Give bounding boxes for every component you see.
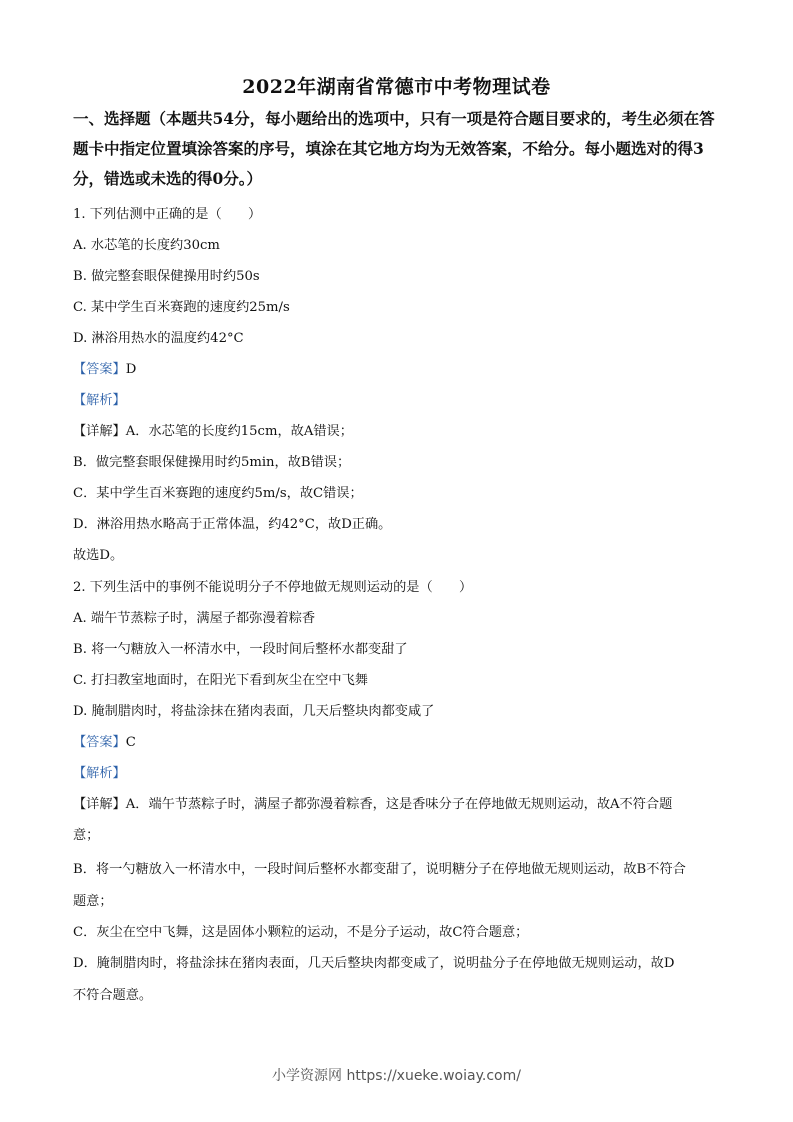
question-1-detail-line [73,420,353,439]
question-2-option-c: C. 打扫教室地面时，在阳光下看到灰尘在空中飞舞 [73,673,368,688]
question-2-option-b: B. 将一勺糖放入一杯清水中，一段时间后整杯水都变甜了 [73,642,408,657]
question-2-detail-line: B．将一勺糖放入一杯清水中，一段时间后整杯水都变甜了，说明糖分子在停地做无规则运动，故B不符合 [73,862,686,877]
question-2-detail-line [73,793,672,812]
analysis-label: 【解析】 [73,393,126,408]
detail-label: 【详解】 [73,797,126,812]
detail-label: 【详解】 [73,424,126,439]
section-heading: 一、选择题（本题共54分，每小题给出的选项中，只有一项是符合题目要求的，考生必须在答题卡中指定位置填涂答案的序号，填涂在其它地方均为无效答案，不给分。每小题选对的得3分，错选或未选的得0分。） [73,109,715,188]
answer-value: C [125,735,136,750]
detail-text: A．端午节蒸粽子时，满屋子都弥漫着粽香，这是香味分子在停地做无规则运动，故A不符合题 [125,797,673,812]
question-2-detail-line: D．腌制腊肉时，将盐涂抹在猪肉表面，几天后整块肉都变咸了，说明盐分子在停地做无规则运动，故D [73,956,675,971]
answer-value: D [125,362,137,377]
question-1-option-c: C. 某中学生百米赛跑的速度约25m/s [73,300,290,315]
analysis-label: 【解析】 [73,766,126,781]
question-1-option-d: D. 淋浴用热水的温度约42°C [73,331,244,346]
answer-label: 【答案】 [73,362,126,377]
question-1-answer [73,358,136,377]
question-2-stem: 2. 下列生活中的事例不能说明分子不停地做无规则运动的是（ ） [73,580,473,595]
question-1-detail-line: C．某中学生百米赛跑的速度约5m/s，故C错误； [73,486,363,501]
question-2-answer [73,731,136,750]
question-1-analysis-label [73,389,126,408]
question-1-detail-line: D．淋浴用热水略高于正常体温，约42°C，故D正确。 [73,517,392,532]
question-2-detail-line: 意； [73,828,100,843]
question-2-analysis-label [73,762,126,781]
question-2-option-a: A. 端午节蒸粽子时，满屋子都弥漫着粽香 [73,611,316,626]
question-2-detail-line: 题意； [73,894,113,909]
question-2-option-d: D. 腌制腊肉时，将盐涂抹在猪肉表面，几天后整块肉都变咸了 [73,704,435,719]
answer-label: 【答案】 [73,735,126,750]
question-1-option-b: B. 做完整套眼保健操用时约50s [73,269,260,284]
footer-watermark: 小学资源网 https://xueke.woiay.com/ [272,1068,521,1084]
question-2-detail-line: C．灰尘在空中飞舞，这是固体小颗粒的运动，不是分子运动，故C符合题意； [73,925,529,940]
question-1-stem: 1. 下列估测中正确的是（ ） [73,207,262,222]
question-1-option-a: A. 水芯笔的长度约30cm [73,238,220,253]
question-2-detail-line: 不符合题意。 [73,988,153,1003]
detail-text: A．水芯笔的长度约15cm，故A错误； [125,424,353,439]
question-1-detail-line: B．做完整套眼保健操用时约5min，故B错误； [73,455,351,470]
page-title: 2022年湖南省常德市中考物理试卷 [242,76,551,98]
question-1-conclusion: 故选D。 [73,548,124,563]
